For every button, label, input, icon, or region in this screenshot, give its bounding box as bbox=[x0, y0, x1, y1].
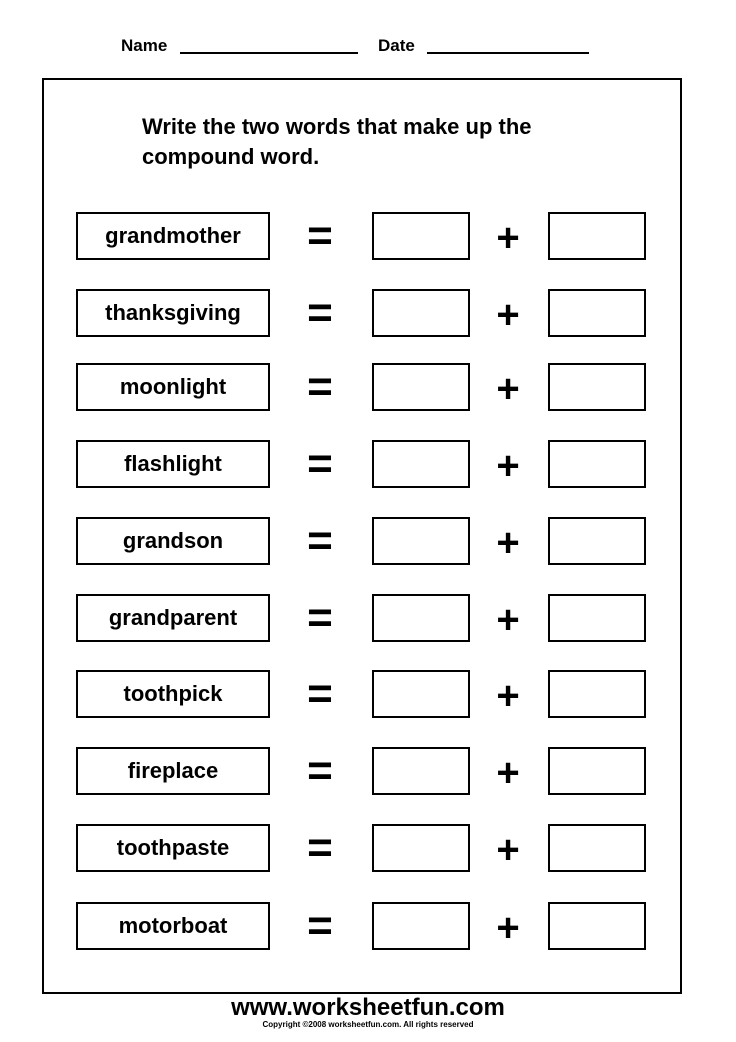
plus-sign: + bbox=[496, 521, 520, 565]
answer-box-second-word[interactable] bbox=[548, 747, 646, 795]
answer-box-second-word[interactable] bbox=[548, 363, 646, 411]
compound-word-box: fireplace bbox=[76, 747, 270, 795]
equals-sign: = bbox=[307, 439, 333, 488]
plus-sign: + bbox=[496, 828, 520, 872]
answer-box-second-word[interactable] bbox=[548, 670, 646, 718]
answer-box-second-word[interactable] bbox=[548, 289, 646, 337]
compound-word-box: motorboat bbox=[76, 902, 270, 950]
exercise-row bbox=[0, 440, 736, 490]
exercise-row bbox=[0, 902, 736, 952]
date-label: Date bbox=[378, 36, 415, 55]
plus-sign: + bbox=[496, 216, 520, 260]
date-field[interactable] bbox=[427, 52, 589, 54]
compound-word-box: flashlight bbox=[76, 440, 270, 488]
plus-sign: + bbox=[496, 444, 520, 488]
answer-box-first-word[interactable] bbox=[372, 670, 470, 718]
answer-box-first-word[interactable] bbox=[372, 902, 470, 950]
compound-word-box: grandson bbox=[76, 517, 270, 565]
answer-box-first-word[interactable] bbox=[372, 594, 470, 642]
equals-sign: = bbox=[307, 823, 333, 872]
answer-box-first-word[interactable] bbox=[372, 289, 470, 337]
answer-box-first-word[interactable] bbox=[372, 824, 470, 872]
answer-box-second-word[interactable] bbox=[548, 212, 646, 260]
exercise-row bbox=[0, 670, 736, 720]
plus-sign: + bbox=[496, 674, 520, 718]
exercise-row bbox=[0, 594, 736, 644]
answer-box-second-word[interactable] bbox=[548, 594, 646, 642]
exercise-row bbox=[0, 747, 736, 797]
answer-box-second-word[interactable] bbox=[548, 902, 646, 950]
footer-copyright: Copyright ©2008 worksheetfun.com. All rights reserved bbox=[262, 1020, 474, 1029]
equals-sign: = bbox=[307, 362, 333, 411]
compound-word-box: toothpick bbox=[76, 670, 270, 718]
compound-word-box: moonlight bbox=[76, 363, 270, 411]
compound-word-box: grandparent bbox=[76, 594, 270, 642]
plus-sign: + bbox=[496, 367, 520, 411]
header bbox=[0, 34, 736, 58]
plus-sign: + bbox=[496, 293, 520, 337]
plus-sign: + bbox=[496, 906, 520, 950]
plus-sign: + bbox=[496, 598, 520, 642]
answer-box-second-word[interactable] bbox=[548, 440, 646, 488]
exercise-row bbox=[0, 212, 736, 262]
instructions: Write the two words that make up the compound word. bbox=[142, 114, 532, 169]
exercise-row bbox=[0, 363, 736, 413]
answer-box-first-word[interactable] bbox=[372, 212, 470, 260]
answer-box-first-word[interactable] bbox=[372, 517, 470, 565]
answer-box-second-word[interactable] bbox=[548, 517, 646, 565]
exercise-row bbox=[0, 289, 736, 339]
name-field[interactable] bbox=[180, 52, 358, 54]
exercise-row bbox=[0, 517, 736, 567]
answer-box-first-word[interactable] bbox=[372, 440, 470, 488]
equals-sign: = bbox=[307, 593, 333, 642]
equals-sign: = bbox=[307, 901, 333, 950]
equals-sign: = bbox=[307, 746, 333, 795]
equals-sign: = bbox=[307, 516, 333, 565]
compound-word-box: toothpaste bbox=[76, 824, 270, 872]
exercise-row bbox=[0, 824, 736, 874]
answer-box-second-word[interactable] bbox=[548, 824, 646, 872]
equals-sign: = bbox=[307, 669, 333, 718]
name-label: Name bbox=[121, 36, 168, 55]
footer-website: www.worksheetfun.com bbox=[231, 994, 505, 1021]
answer-box-first-word[interactable] bbox=[372, 363, 470, 411]
answer-box-first-word[interactable] bbox=[372, 747, 470, 795]
compound-word-box: grandmother bbox=[76, 212, 270, 260]
plus-sign: + bbox=[496, 751, 520, 795]
compound-word-box: thanksgiving bbox=[76, 289, 270, 337]
equals-sign: = bbox=[307, 211, 333, 260]
equals-sign: = bbox=[307, 288, 333, 337]
